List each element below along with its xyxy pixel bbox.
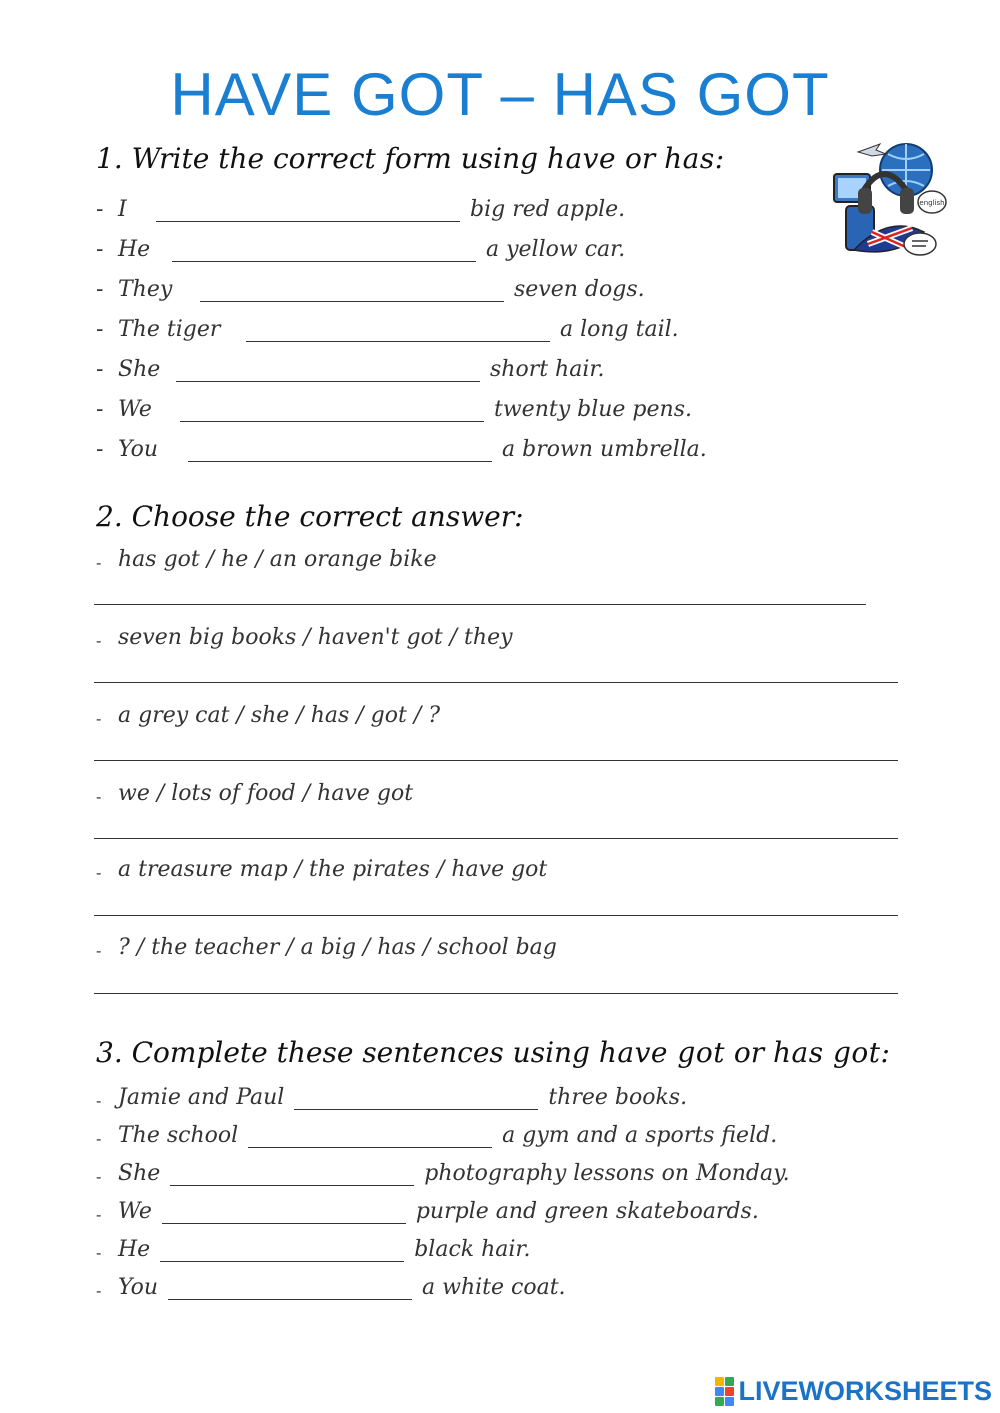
exercise-1-item: - You a brown umbrella. — [96, 437, 707, 462]
exercise-1-item: - He a yellow car. — [96, 237, 626, 262]
exercise-2-prompt: - ? / the teacher / a big / has / school bag — [96, 935, 557, 960]
answer-blank[interactable] — [294, 1091, 538, 1110]
exercise-2-prompt: - has got / he / an orange bike — [96, 547, 437, 572]
exercise-3-item: - We purple and green skateboards. — [96, 1199, 759, 1224]
exercise-1-item: - I big red apple. — [96, 197, 626, 222]
exercise-2-prompt: - a grey cat / she / has / got / ? — [96, 703, 441, 728]
keyword-have: have — [546, 142, 617, 175]
answer-blank[interactable] — [156, 203, 460, 222]
answer-blank[interactable] — [170, 1167, 414, 1186]
illustration-label: english — [919, 199, 945, 207]
brand-name: LIVEWORKSHEETS — [738, 1376, 992, 1406]
keyword-has: has — [664, 142, 715, 175]
liveworksheets-logo-icon — [715, 1377, 734, 1406]
exercise-2-prompt: - a treasure map / the pirates / have got — [96, 857, 548, 882]
exercise-3-item: - The school a gym and a sports field. — [96, 1123, 778, 1148]
answer-line[interactable] — [94, 915, 898, 916]
exercise-3-item: - Jamie and Paul three books. — [96, 1085, 688, 1110]
section-3-heading: 3. Complete these sentences using have got or has got: — [96, 1036, 890, 1069]
exercise-2-prompt: - seven big books / haven't got / they — [96, 625, 513, 650]
section-1-heading: 1. Write the correct form using have or has: — [96, 142, 725, 175]
answer-blank[interactable] — [248, 1129, 492, 1148]
answer-blank[interactable] — [162, 1205, 406, 1224]
answer-blank[interactable] — [246, 323, 550, 342]
page-title: HAVE GOT – HAS GOT — [170, 61, 830, 128]
answer-blank[interactable] — [180, 403, 484, 422]
exercise-3-item: - She photography lessons on Monday. — [96, 1161, 790, 1186]
answer-blank[interactable] — [176, 363, 480, 382]
answer-blank[interactable] — [188, 443, 492, 462]
answer-line[interactable] — [94, 838, 898, 839]
answer-line[interactable] — [94, 993, 898, 994]
exercise-1-item: - She short hair. — [96, 357, 605, 382]
english-learning-illustration — [828, 140, 950, 266]
keyword-has-got: has got — [773, 1036, 881, 1069]
answer-line[interactable] — [94, 682, 898, 683]
exercise-1-item: - We twenty blue pens. — [96, 397, 692, 422]
exercise-1-item: - They seven dogs. — [96, 277, 645, 302]
answer-blank[interactable] — [168, 1281, 412, 1300]
exercise-3-item: - He black hair. — [96, 1237, 531, 1262]
exercise-1-item: - The tiger a long tail. — [96, 317, 679, 342]
answer-blank[interactable] — [172, 243, 476, 262]
answer-line[interactable] — [94, 760, 898, 761]
exercise-2-prompt: - we / lots of food / have got — [96, 781, 414, 806]
keyword-have-got: have got — [598, 1036, 725, 1069]
answer-blank[interactable] — [200, 283, 504, 302]
liveworksheets-brand — [715, 1376, 992, 1407]
exercise-3-item: - You a white coat. — [96, 1275, 566, 1300]
section-2-heading: 2. Choose the correct answer: — [96, 500, 524, 533]
answer-blank[interactable] — [160, 1243, 404, 1262]
answer-line[interactable] — [94, 604, 866, 605]
